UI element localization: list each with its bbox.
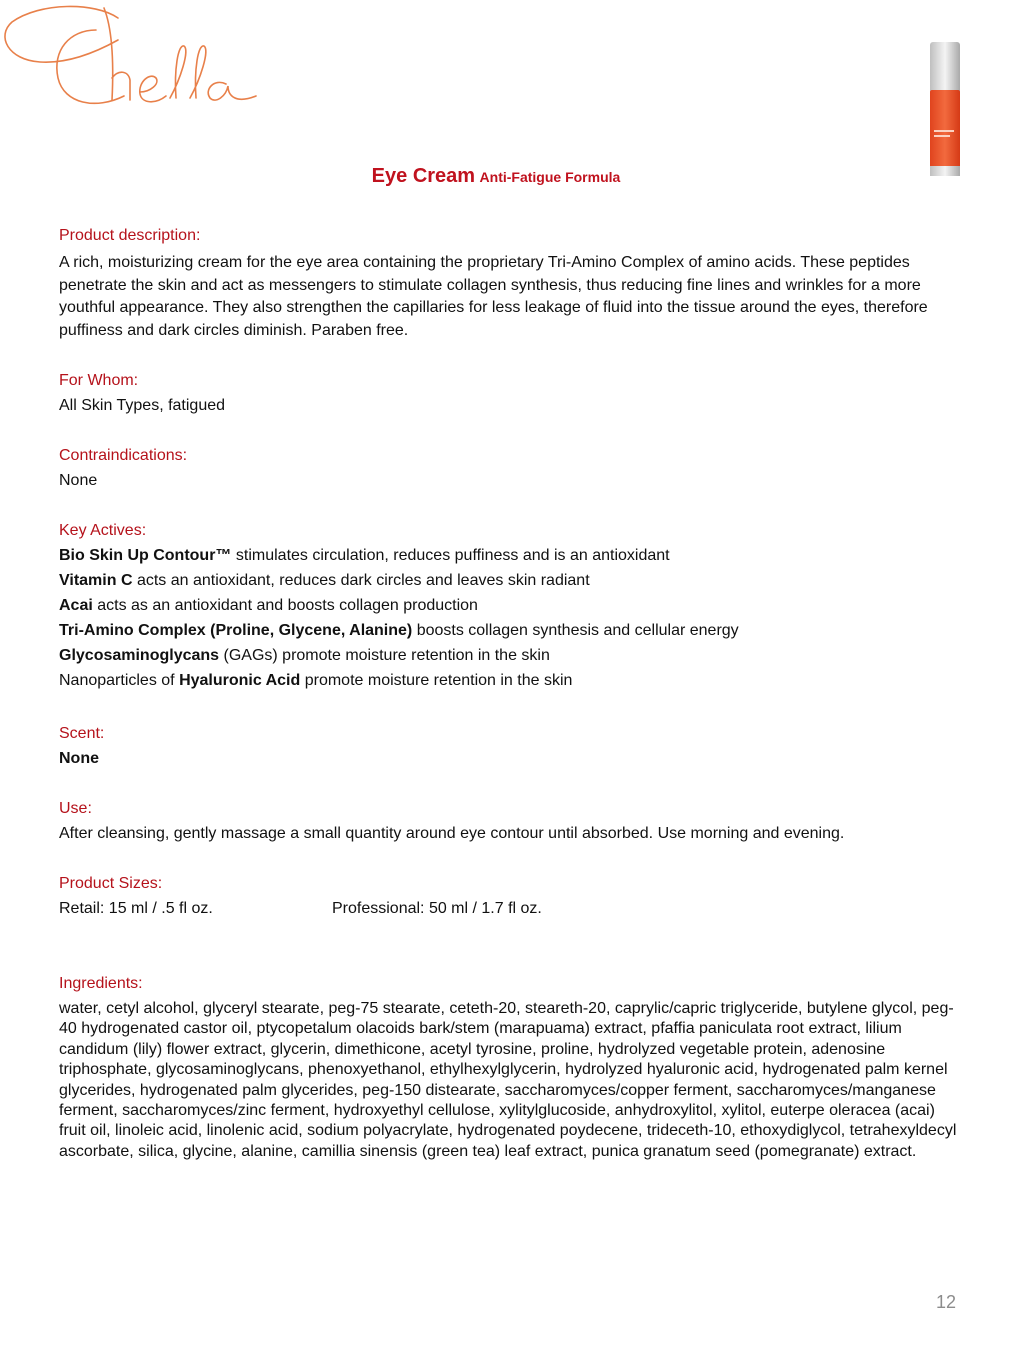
- ingredients-heading: Ingredients:: [59, 975, 143, 992]
- key-active-item: Vitamin C acts an antioxidant, reduces dark circles and leaves skin radiant: [59, 572, 590, 589]
- key-actives-heading: Key Actives:: [59, 522, 147, 539]
- key-active-item: Nanoparticles of Hyaluronic Acid promote moisture retention in the skin: [59, 672, 573, 689]
- key-active-item: Tri-Amino Complex (Proline, Glycene, Alanine) boosts collagen synthesis and cellular energy: [59, 622, 739, 639]
- size-professional: Professional: 50 ml / 1.7 fl oz.: [332, 900, 542, 917]
- sizes-heading: Product Sizes:: [59, 875, 163, 892]
- description-text: A rich, moisturizing cream for the eye area containing the proprietary Tri-Amino Complex of amino acids. These peptides penetrate the skin and act as messengers to stimulate collagen synthesis, thus reducing fine lines and wrinkles for a more youthful appearance. They also strengthen the capillaries for less leakage of fluid into the tissue around the eyes, therefore puffiness and dark circles diminish. Paraben free.: [59, 254, 928, 339]
- use-text: After cleansing, gently massage a small quantity around eye contour until absorbed. Use morning and evening.: [59, 825, 845, 842]
- contraindications-text: None: [59, 472, 98, 489]
- page-number: 12: [936, 1292, 957, 1312]
- page-title: [0, 165, 992, 188]
- scent-text: None: [59, 750, 99, 767]
- ingredients-text: water, cetyl alcohol, glyceryl stearate, peg-75 stearate, ceteth-20, steareth-20, caprylic/capric triglyceride, butylene glycol, peg-40 hydrogenated castor oil, ptycopetalum olacoids bark/stem (marapuama) extract, pfaffia paniculata root extract, lilium candidum (lily) flower extract, glycerin, dimethicone, acetyl tyrosine, proline, hydrolyzed vegetable protein, adenosine triphosphate, glycosaminoglycans, phenoxyethanol, ethylhexylglycerin, hydrolyzed hyaluronic acid, hydrogenated palm kernel glycerides, hydrogenated palm glycerides, peg-150 distearate, saccharomyces/copper ferment, saccharomyces/manganese ferment, saccharomyces/zinc ferment, hydroxyethyl cellulose, xylitylglucoside, anhydroxylitol, xylitol, euterpe oleracea (acai) fruit oil, linoleic acid, linolenic acid, sodium polyacrylate, hydrogenated poydecene, trideceth-10, ethoxydiglycol, tetrahexyldecyl ascorbate, silica, glycine, alanine, camillia sinensis (green tea) leaf extract, punica granatum seed (pomegranate) extract.: [59, 1000, 957, 1160]
- chella-logo: [0, 0, 270, 120]
- use-heading: Use:: [59, 800, 92, 817]
- size-retail: Retail: 15 ml / .5 fl oz.: [59, 900, 213, 917]
- for-whom-text: All Skin Types, fatigued: [59, 397, 226, 414]
- contraindications-heading: Contraindications:: [59, 447, 188, 464]
- key-active-item: Glycosaminoglycans (GAGs) promote moisture retention in the skin: [59, 647, 550, 664]
- for-whom-heading: For Whom:: [59, 372, 139, 389]
- scent-heading: Scent:: [59, 725, 105, 742]
- product-name: Eye Cream: [371, 165, 476, 187]
- key-active-item: Acai acts as an antioxidant and boosts collagen production: [59, 597, 478, 614]
- eye-cream-tube-image: [922, 38, 968, 183]
- description-heading: Product description:: [59, 227, 201, 244]
- key-active-item: Bio Skin Up Contour™ stimulates circulation, reduces puffiness and is an antioxidant: [59, 547, 670, 564]
- product-subtitle: Anti-Fatigue Formula: [479, 169, 621, 185]
